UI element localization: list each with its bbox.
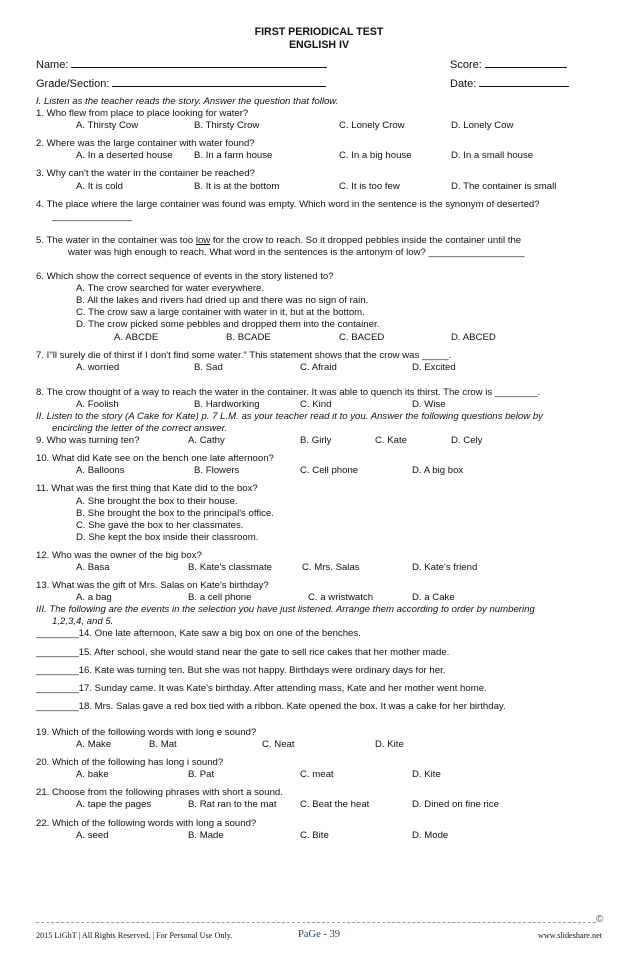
question-13: 13. What was the gift of Mrs. Salas on Kate's birthday? A. a bag B. a cell phone C. a wristwatch D. a Cake: [36, 580, 455, 604]
date-blank[interactable]: [479, 74, 569, 87]
question-22: 22. Which of the following words with long a sound? A. seed B. Made C. Bite D. Mode: [36, 817, 449, 841]
sequence-item[interactable]: ________14. One late afternoon, Kate saw a big box on one of the benches.: [36, 628, 361, 640]
q6-event: C. The crow saw a large container with water in it, but at the bottom.: [76, 307, 365, 319]
subject-title: ENGLISH IV: [288, 39, 350, 51]
q4-answer-blank[interactable]: _______________: [52, 210, 133, 222]
q6-event: A. The crow searched for water everywhere.: [76, 283, 265, 295]
q1-options: A. Thirsty Cow B. Thirsty Crow C. Lonely Crow D. Lonely Cow: [76, 120, 514, 132]
question-20: 20. Which of the following has long i sound? A. bake B. Pat C. meat D. Kite: [36, 757, 441, 781]
sequence-item[interactable]: ________17. Sunday came. It was Kate's birthday. After attending mass, Kate and her mother went home.: [36, 682, 487, 694]
test-page: [36, 26, 602, 842]
grade-label: Grade/Section:: [36, 78, 110, 90]
question-19: 19. Which of the following words with long e sound? A. Make B. Mat C. Neat D. Kite: [36, 726, 404, 751]
name-label: Name:: [36, 59, 69, 71]
question-11: 11. What was the first thing that Kate did to the box? A. She brought the box to their house. B. She brought the box to the principal's office. C. She gave the box to her classmates. D. She kept the box inside their classroom.: [36, 483, 602, 543]
question-1: 1. Who flew from place to place looking for water? A. Thirsty Cow B. Thirsty Crow C. Lonely Crow D. Lonely Cow: [36, 108, 602, 132]
grade-date-row: [36, 74, 602, 93]
question-7: 7. I"ll surely die of thirst if I don't find some water." This statement shows that the crow was _____. A. worried B. Sad C. Afraid D. Excited: [36, 349, 456, 373]
q11-option[interactable]: B. She brought the box to the principal's office.: [76, 507, 274, 519]
q11-option[interactable]: D. She kept the box inside their classroom.: [76, 531, 259, 543]
page-number: PaGe - 39: [298, 929, 340, 940]
question-6: 6. Which show the correct sequence of events in the story listened to? A. The crow searched for water everywhere. B. All the lakes and rivers had dried up and there was no sign of rain. C. The crow saw a large container with water in it, but at the bottom. D. The crow picked some pebbles and dropped them into the container. A. ABCDE B. BCADE C. BACED D. ABCED: [36, 271, 602, 344]
sequence-item[interactable]: ________15. After school, she would stand near the gate to sell rice cakes that her mother made.: [36, 646, 450, 658]
date-label: Date:: [450, 78, 477, 90]
question-3: 3. Why can't the water in the container be reached? A. It is cold B. It is at the bottom C. It is too few D. The container is small: [36, 168, 557, 192]
score-blank[interactable]: [485, 55, 567, 68]
footer-divider: [36, 922, 596, 923]
grade-blank[interactable]: [112, 74, 326, 87]
question-10: 10. What did Kate see on the bench one late afternoon? A. Balloons B. Flowers C. Cell phone D. A big box: [36, 453, 464, 477]
part2-instruction: II. Listen to the story (A Cake for Kate) p. 7 L.M. as your teacher read it to you. Answer the following questions below by: [36, 410, 543, 422]
part3-instruction-cont: 1,2,3,4, and 5.: [52, 616, 114, 628]
question-12: 12. Who was the owner of the big box? A. Basa B. Kate's classmate C. Mrs. Salas D. Kate's friend: [36, 549, 478, 573]
footer-source-link[interactable]: www.slideshare.net: [537, 931, 602, 940]
question-5: 5. The water in the container was too low for the crow to reach. So it dropped pebbles inside the container until the water was high enough to reach. What word in the sentences is the antonym of low? __________________: [36, 234, 525, 258]
sequence-item[interactable]: ________16. Kate was turning ten. But she was not happy. Birthdays were ordinary days for her.: [36, 664, 446, 676]
q11-option[interactable]: C. She gave the box to her classmates.: [76, 519, 244, 531]
question-4: 4. The place where the large container was found was empty. Which word in the sentence is the synonym of deserted? _______________: [36, 199, 602, 223]
part1-instruction: I. Listen as the teacher reads the story. Answer the question that follow.: [36, 96, 339, 107]
page-footer: [36, 929, 602, 943]
q6-event: D. The crow picked some pebbles and dropped them into the container.: [76, 319, 380, 331]
q6-event: B. All the lakes and rivers had dried up and there was no sign of rain.: [76, 295, 369, 307]
score-label: Score:: [450, 59, 482, 71]
question-21: 21. Choose from the following phrases with short a sound. A. tape the pages B. Rat ran to the mat C. Beat the heat D. Dined on fine rice: [36, 787, 499, 811]
underlined-word-low: low: [195, 234, 211, 246]
name-blank[interactable]: [71, 55, 327, 68]
copyright-icon: ©: [596, 914, 604, 925]
part3-instruction: III. The following are the events in the selection you have just listened. Arrange them according to order by numbering: [36, 604, 535, 616]
part2-instruction-cont: encircling the letter of the correct answer.: [52, 423, 228, 435]
name-score-row: [36, 55, 602, 74]
test-title: FIRST PERIODICAL TEST: [254, 26, 384, 38]
question-9: 9. Who was turning ten? A. Cathy B. Girly C. Kate D. Cely: [36, 435, 483, 447]
question-8: 8. The crow thought of a way to reach the water in the container. It was able to quench its thirst. The crow is ________. A. Foolish B. Hardworking C. Kind D. Wise: [36, 386, 541, 410]
q11-option[interactable]: A. She brought the box to their house.: [76, 495, 238, 507]
question-2: 2. Where was the large container with water found? A. In a deserted house B. In a farm house C. In a big house D. In a small house: [36, 138, 534, 162]
footer-rights: 2015 LiGhT | All Rights Reserved. | For Personal Use Only.: [36, 931, 233, 940]
sequence-item[interactable]: ________18. Mrs. Salas gave a red box tied with a ribbon. Kate opened the box. It was a cake for her birthday.: [36, 700, 506, 712]
